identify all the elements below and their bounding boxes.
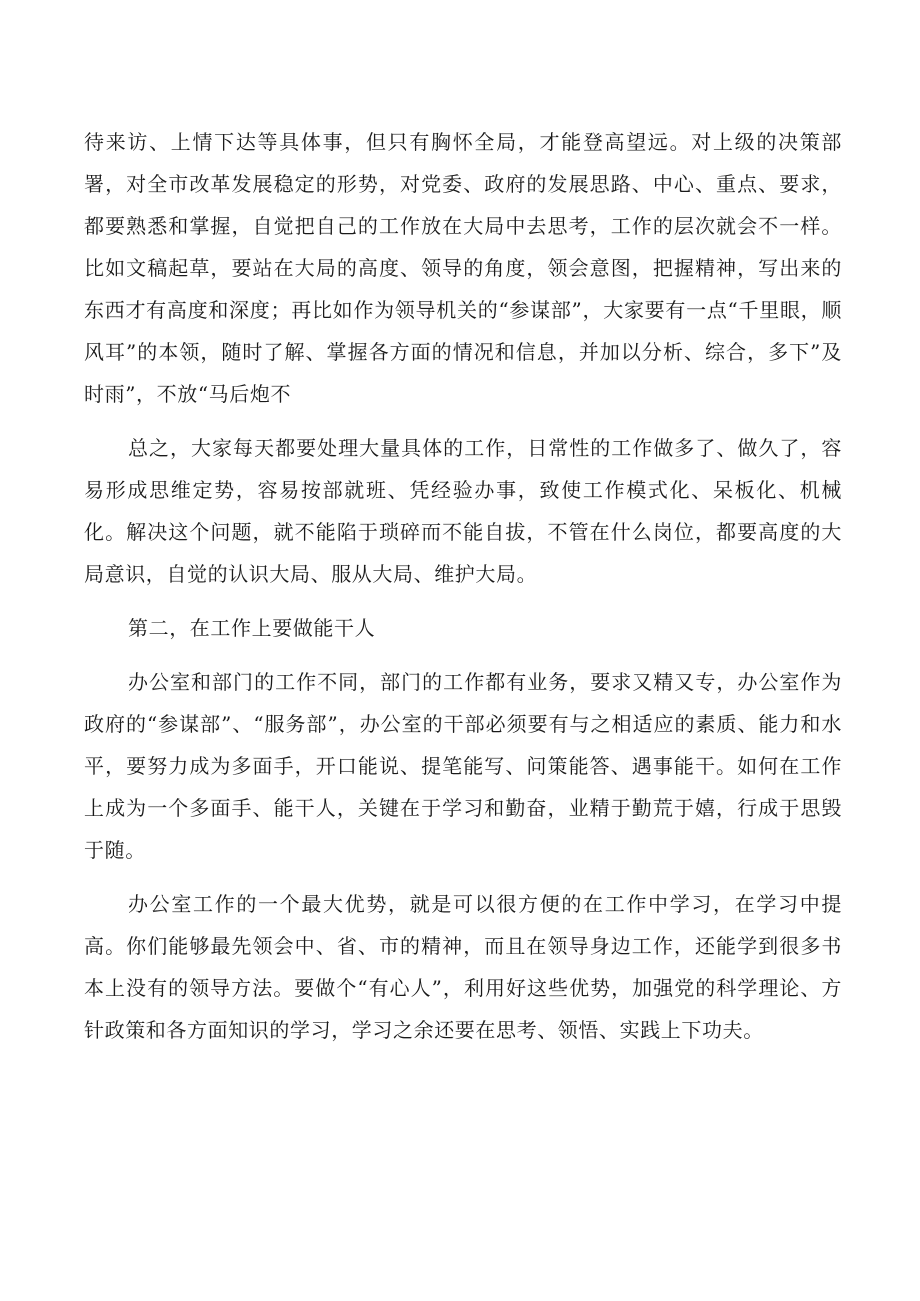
paragraph-learning: 办公室工作的一个最大优势，就是可以很方便的在工作中学习，在学习中提高。你们能够最先领会中、省、市的精神，而且在领导身边工作，还能学到很多书本上没有的领导方法。要做个“有心人”，利用好这些优势，加强党的科学理论、方针政策和各方面知识的学习，学习之余还要在思考、领悟、实践上下功夫。 [84, 892, 842, 1042]
section-heading: 第二，在工作上要做能干人 [128, 616, 376, 640]
document-page [84, 121, 842, 1051]
paragraph-continued: 待来访、上情下达等具体事，但只有胸怀全局，才能登高望远。对上级的决策部署，对全市改革发展稳定的形势，对党委、政府的发展思路、中心、重点、要求，都要熟悉和掌握，自觉把自己的工作放在大局中去思考，工作的层次就会不一样。比如文稿起草，要站在大局的高度、领导的角度，领会意图，把握精神，写出来的东西才有高度和深度；再比如作为领导机关的“参谋部”，大家要有一点“千里眼，顺风耳”的本领，随时了解、掌握各方面的情况和信息，并加以分析、综合，多下”及时雨”，不放“马后炮不 [84, 130, 842, 406]
paragraph-office-role: 办公室和部门的工作不同，部门的工作都有业务，要求又精又专，办公室作为政府的“参谋部”、“服务部”，办公室的干部必须要有与之相适应的素质、能力和水平，要努力成为多面手，开口能说、提笔能写、问策能答、遇事能干。如何在工作上成为一个多面手、能干人，关键在于学习和勤奋，业精于勤荒于嬉，行成于思毁于随。 [84, 670, 842, 862]
paragraph-summary: 总之，大家每天都要处理大量具体的工作，日常性的工作做多了、做久了，容易形成思维定势，容易按部就班、凭经验办事，致使工作模式化、呆板化、机械化。解决这个问题，就不能陷于琐碎而不能自拔，不管在什么岗位，都要高度的大局意识，自觉的认识大局、服从大局、维护大局。 [84, 436, 842, 586]
